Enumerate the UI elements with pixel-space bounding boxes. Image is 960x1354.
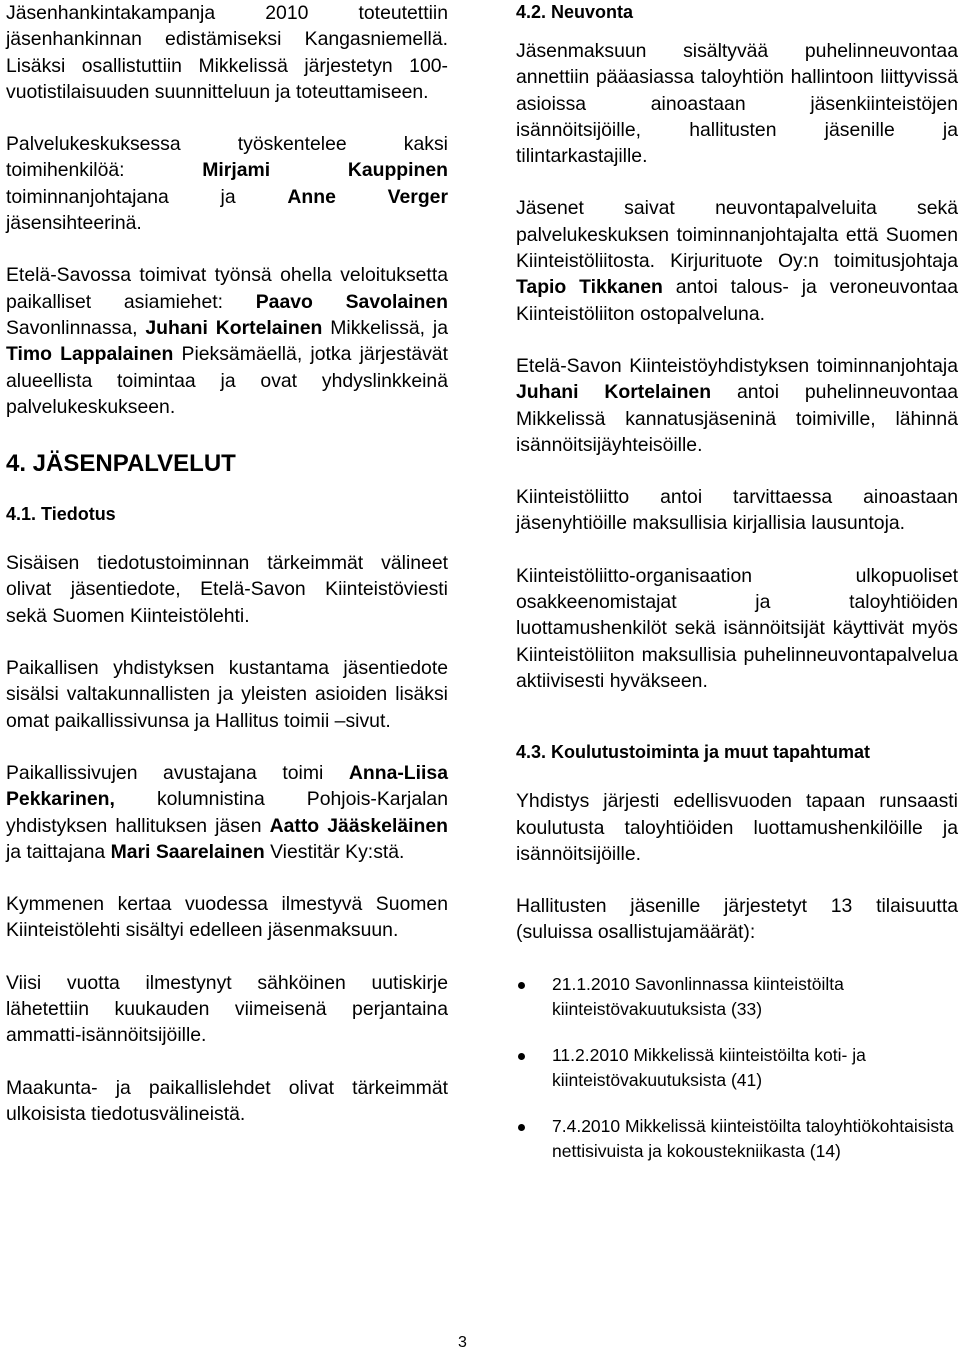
- text-segment: Savonlinnassa,: [6, 316, 146, 339]
- paragraph-uutiskirje: Viisi vuotta ilmestynyt sähköinen uutiskirje lähetettiin kuukauden viimeisenä perjantaina ammatti-isännöitsijöille.: [6, 971, 448, 1047]
- text-segment: Viestitär Ky:stä.: [264, 840, 405, 863]
- person-name: Aatto Jääskeläinen: [269, 814, 448, 837]
- text-segment: toiminnanjohtajana ja: [6, 185, 288, 208]
- left-column: [6, 0, 448, 1127]
- text-segment: Etelä-Savon Kiinteistöyhdistyksen toiminnanjohtaja: [516, 354, 958, 377]
- subheading-tiedotus: 4.1. Tiedotus: [6, 504, 116, 525]
- list-item: [516, 1114, 958, 1164]
- paragraph-tilaisuudet: Hallitusten jäsenille järjestetyt 13 tilaisuutta (suluissa osallistujamäärät):: [516, 895, 958, 944]
- paragraph-ulkopuoliset: Kiinteistöliitto-organisaation ulkopuoliset osakkeenomistajat ja taloyhtiöiden luottamushenkilöt sekä isännöitsijät käyttivät myös Kiinteistöliiton maksullisia puhelinneuvontapalvelua aktiivisesti hyväkseen.: [516, 564, 958, 692]
- bullet-icon: [518, 1053, 525, 1060]
- text-segment: Paikallissivujen avustajana toimi: [6, 761, 349, 784]
- person-name: Mirjami Kauppinen: [202, 159, 448, 182]
- paragraph-palvelukeskus: [6, 131, 448, 236]
- list-item-text: 7.4.2010 Mikkelissä kiinteistöilta taloyhtiökohtaisista nettisivuista ja kokoustekniikasta (14): [552, 1115, 954, 1161]
- paragraph-kiinteistolehti: Kymmenen kertaa vuodessa ilmestyvä Suomen Kiinteistölehti sisältyi edelleen jäsenmaksuun.: [6, 893, 448, 942]
- text-segment: Etelä-Savossa toimivat työnsä ohella veloituksetta paikalliset asiamiehet:: [6, 264, 448, 313]
- right-column: [516, 0, 958, 1164]
- paragraph-maakuntalehdet: Maakunta- ja paikallislehdet olivat tärkeimmät ulkoisista tiedotusvälineistä.: [6, 1076, 448, 1125]
- list-item-text: 11.2.2010 Mikkelissä kiinteistöilta koti- ja kiinteistövakuutuksista (41): [552, 1044, 866, 1090]
- person-name: Tapio Tikkanen: [516, 276, 663, 299]
- subheading-neuvonta: 4.2. Neuvonta: [516, 2, 634, 22]
- paragraph-avustajat: [6, 760, 448, 865]
- bullet-icon: [518, 982, 525, 989]
- paragraph-kannatusjasenet: [516, 353, 958, 458]
- text-segment: antoi puhelinneuvontaa Mikkelissä kannatusjäseninä toimiville, lähinnä isännöitsijäyhteisöille.: [516, 381, 959, 456]
- text-segment: ja taittajana: [6, 840, 111, 863]
- person-name: Paavo Savolainen: [255, 290, 448, 313]
- person-name: Juhani Kortelainen: [145, 316, 323, 339]
- list-item: [516, 972, 958, 1022]
- person-name: Anne Verger: [287, 185, 449, 208]
- text-segment: jäsensihteerinä.: [6, 212, 142, 235]
- list-item-text: 21.1.2010 Savonlinnassa kiinteistöilta kiinteistövakuutuksista (33): [552, 973, 844, 1019]
- bullet-icon: [518, 1124, 525, 1131]
- text-segment: kolumnistina Pohjois-Karjalan yhdistyksen hallituksen jäsen: [6, 788, 448, 837]
- text-segment: antoi talous- ja veroneuvontaa Kiinteistöliiton ostopalveluna.: [516, 276, 958, 325]
- paragraph-asiamiehet: [6, 262, 448, 420]
- text-segment: Pieksämäellä, jotka järjestävät alueellista toimintaa ja ovat yhdyslinkkeinä palvelukeskukseen.: [6, 343, 448, 418]
- paragraph-puhelinneuvonta: Jäsenmaksuun sisältyvää puhelinneuvontaa annettiin pääasiassa taloyhtiön hallintoon liittyvissä asioissa ainoastaan jäsenkiinteistöjen isännöitsijöille, hallitusten jäsenille ja tilintarkastajille.: [516, 40, 958, 168]
- person-name: Timo Lappalainen: [6, 343, 174, 366]
- paragraph-lausunnot: Kiinteistöliitto antoi tarvittaessa ainoastaan jäsenyhtiöille maksullisia kirjallisia lausuntoja.: [516, 486, 958, 535]
- paragraph-sisainen-tiedotus: Sisäisen tiedotustoiminnan tärkeimmät välineet olivat jäsentiedote, Etelä-Savon Kiinteistöviesti sekä Suomen Kiinteistölehti.: [6, 552, 448, 627]
- subheading-koulutus: 4.3. Koulutustoiminta ja muut tapahtumat: [516, 742, 871, 763]
- person-name: Mari Saarelainen: [110, 840, 265, 863]
- person-name: Anna-Liisa Pekkarinen,: [6, 761, 448, 811]
- text-segment: Mikkelissä, ja: [322, 316, 449, 339]
- paragraph-jasenhankinta: Jäsenhankintakampanja 2010 toteutettiin jäsenhankinnan edistämiseksi Kangasniemellä. Lisäksi osallistuttiin Mikkelissä järjestetyn 100-vuotistilaisuuden suunnitteluun ja toteuttamiseen.: [6, 2, 448, 103]
- paragraph-neuvontapalvelut: [516, 195, 958, 326]
- paragraph-koulutus: Yhdistys järjesti edellisvuoden tapaan runsaasti koulutusta taloyhtiöiden luottamushenkilöille ja isännöitsijöille.: [516, 790, 958, 865]
- event-list: [516, 972, 958, 1164]
- list-item: [516, 1043, 958, 1093]
- section-heading-jasenpalvelut: 4. JÄSENPALVELUT: [6, 450, 236, 478]
- paragraph-jasentiedote: Paikallisen yhdistyksen kustantama jäsentiedote sisälsi valtakunnallisten ja yleisten asioiden lisäksi omat paikallissivunsa ja Hallitus toimii –sivut.: [6, 657, 448, 732]
- page-number: 3: [458, 1334, 467, 1351]
- person-name: Juhani Kortelainen: [516, 381, 712, 404]
- text-segment: Jäsenet saivat neuvontapalveluita sekä palvelukeskuksen toiminnanjohtajalta että Suomen Kiinteistöliitosta. Kirjurituote Oy:n toimitusjohtaja: [516, 197, 958, 273]
- text-segment: Palvelukeskuksessa työskentelee kaksi toimihenkilöä:: [6, 133, 448, 182]
